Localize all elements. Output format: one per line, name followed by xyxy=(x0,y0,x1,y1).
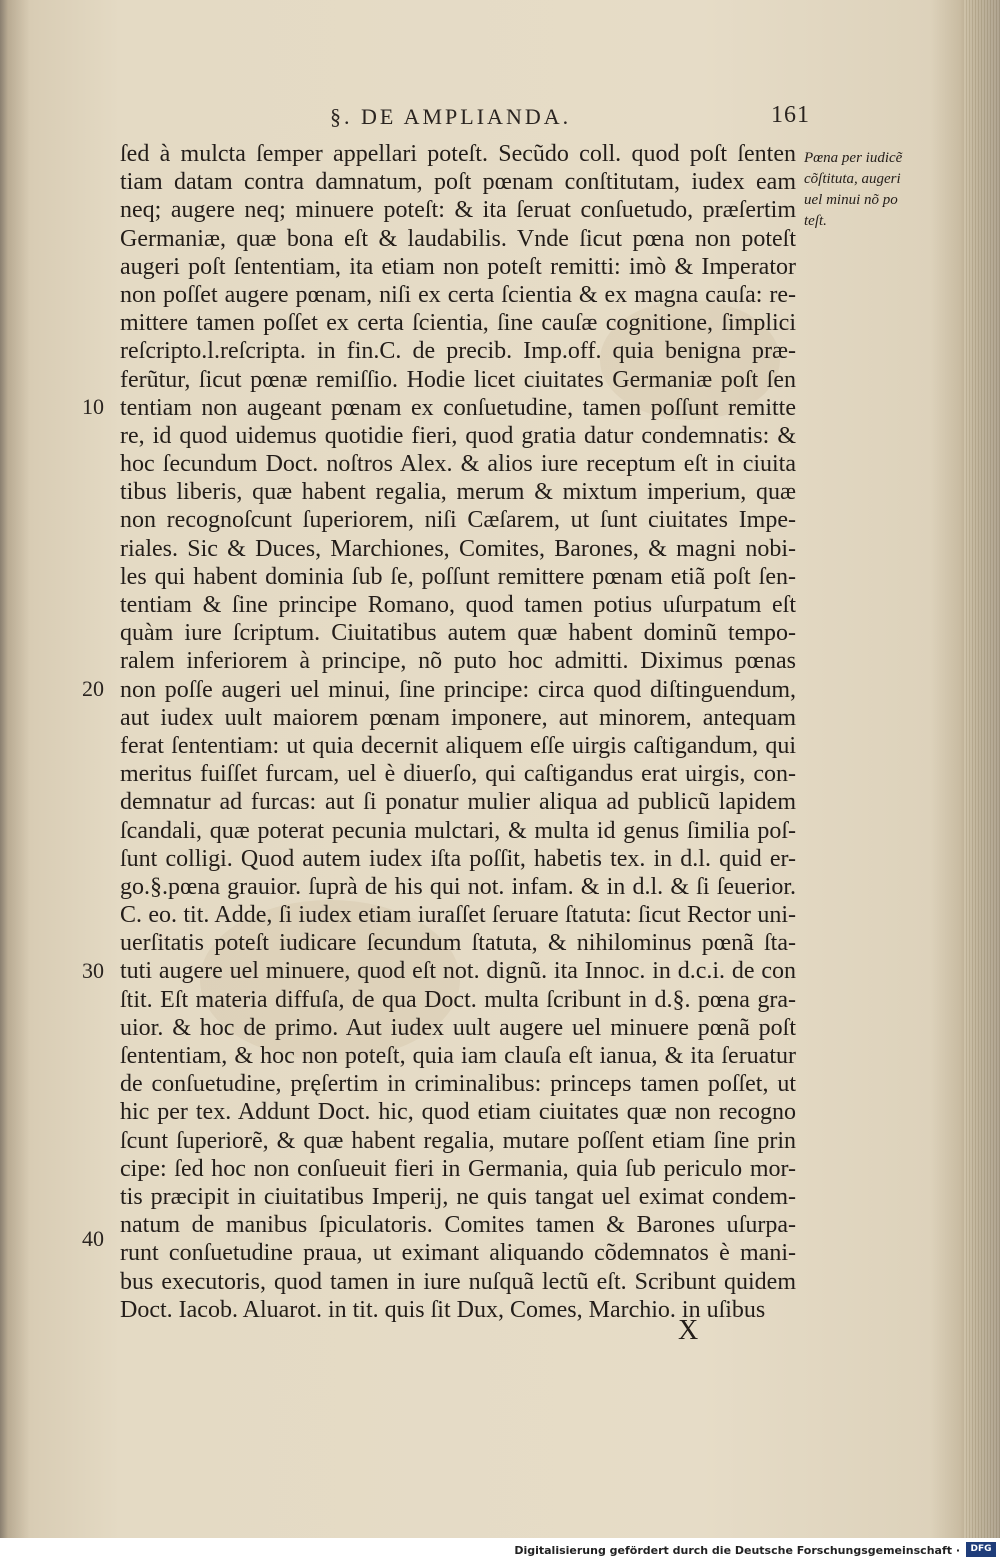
text-line: tis præcipit in ciuitatibus Imperij, ne quis tangat uel eximat condem- xyxy=(120,1183,796,1210)
text-line: C. eo. tit. Adde, ſi iudex etiam iuraſſet ſeruare ſtatuta: ſicut Rector uni- xyxy=(120,902,796,929)
text-line: non recognoſcunt ſuperiorem, niſi Cæſarem, ut ſunt ciuitates Impe- xyxy=(120,507,796,534)
text-line: tentiam & ſine principe Romano, quod tamen potius uſurpatum eſt xyxy=(120,592,796,618)
text-line: bus executoris, quod tamen in iure nuſquã lectũ eſt. Scribunt quidem xyxy=(120,1268,796,1295)
marginal-note-line: cõſtituta, augeri xyxy=(804,171,901,187)
body-text xyxy=(120,140,796,1324)
text-line: mittere tamen poſſet ex certa ſcientia, ſine cauſæ cognitione, ſimplici xyxy=(120,310,796,337)
text-line: ſcandali, quæ poterat pecunia mulctari, & multa id genus ſimilia poſ- xyxy=(120,817,796,844)
text-line: ralem inferiorem à principe, nõ puto hoc admitti. Diximus pœnas xyxy=(120,648,796,675)
line-number-40: 40 xyxy=(82,1226,104,1251)
text-line: tiam datam contra damnatum, poſt pœnam conſtitutam, iudex eam xyxy=(120,169,796,196)
text-line: ferũtur, ſicut pœnæ remiſſio. Hodie licet ciuitates Germaniæ poſt ſen xyxy=(120,366,796,393)
text-line: natum de manibus ſpiculatoris. Comites tamen & Barones uſurpa- xyxy=(120,1212,796,1239)
funding-credit: Digitalisierung gefördert durch die Deutsche Forschungsgemeinschaft · xyxy=(514,1544,960,1557)
text-line: runt conſuetudine praua, ut eximant aliquando cõdemnatos è mani- xyxy=(120,1240,796,1267)
text-line: tuti augere uel minuere, quod eſt not. dignũ. ita Innoc. in d.c.i. de con xyxy=(120,958,796,985)
text-line: reſcripto.l.reſcripta. in fin.C. de precib. Imp.off. quia benigna præ- xyxy=(120,338,796,365)
signature-mark: X xyxy=(678,1315,699,1346)
text-line: non poſſe augeri uel minui, ſine principe: circa quod diſtinguendum, xyxy=(120,676,796,703)
text-line: uior. & hoc de primo. Aut iudex uult augere uel minuere pœnã poſt xyxy=(120,1014,796,1041)
text-line: non poſſet augere pœnam, niſi ex certa ſcientia & ex magna cauſa: re- xyxy=(120,281,796,308)
text-line: hic per tex. Addunt Doct. hic, quod etiam ciuitates quæ non recogno xyxy=(120,1099,796,1126)
text-line: tentiam non augeant pœnam ex conſuetudine, tamen poſſunt remitte xyxy=(120,394,796,421)
text-line: ſententiam, & hoc non poteſt, quia iam clauſa eſt ianua, & ita ſeruatur xyxy=(120,1043,796,1069)
line-number-30: 30 xyxy=(82,958,104,983)
dfg-logo: DFG xyxy=(966,1542,996,1557)
line-number-10: 10 xyxy=(82,394,104,419)
text-line: tibus liberis, quæ habent regalia, merum & mixtum imperium, quæ xyxy=(120,479,796,506)
text-line: re, id quod uidemus quotidie fieri, quod gratia datur condemnatis: & xyxy=(120,422,796,449)
text-line: riales. Sic & Duces, Marchiones, Comites, Barones, & magni nobi- xyxy=(120,535,796,562)
text-line: neq; augere neq; minuere poteſt: & ita ſeruat conſuetudo, præſertim xyxy=(120,197,796,224)
marginal-note-line: uel minui nõ po xyxy=(804,192,898,208)
marginal-note-line: teſt. xyxy=(804,213,827,229)
text-line: ſtit. Eſt materia diffuſa, de qua Doct. multa ſcribunt in d.§. pœna gra- xyxy=(120,986,796,1013)
text-line: augeri poſt ſententiam, ita etiam non poteſt remitti: imò & Imperator xyxy=(120,253,796,280)
text-line: ferat ſententiam: ut quia decernit aliquem eſſe uirgis caſtigandum, qui xyxy=(120,732,796,759)
text-line: demnatur ad furcas: aut ſi ponatur mulier aliqua ad publicũ lapidem xyxy=(120,789,796,816)
running-head-title: §. DE AMPLIANDA. xyxy=(330,104,572,129)
text-line: les qui habent dominia ſub ſe, poſſunt remittere pœnam etiã poſt ſen- xyxy=(120,563,796,590)
text-line: quàm iure ſcriptum. Ciuitatibus autem quæ habent dominũ tempo- xyxy=(120,620,796,647)
text-line: Doct. Iacob. Aluarot. in tit. quis ſit Dux, Comes, Marchio. in uſibus xyxy=(120,1296,766,1323)
footer-bar xyxy=(0,1538,1000,1560)
marginal-note xyxy=(804,148,914,232)
text-line: hoc ſecundum Doct. noſtros Alex. & alios iure receptum eſt in ciuita xyxy=(120,451,796,478)
text-line: Germaniæ, quæ bona eſt & laudabilis. Vnde ſicut pœna non poteſt xyxy=(120,225,796,252)
running-head xyxy=(330,104,810,130)
text-line: uerſitatis poteſt iudicare ſecundum ſtatuta, & nihilominus pœnã ſta- xyxy=(120,930,796,957)
text-line: ſed à mulcta ſemper appellari poteſt. Secũdo coll. quod poſt ſenten xyxy=(120,141,796,167)
text-line: ſunt colligi. Quod autem iudex iſta poſſit, habetis tex. in d.l. quid er- xyxy=(120,845,796,872)
marginal-note-line: Pœna per iudicẽ xyxy=(804,150,903,166)
text-line: cipe: ſed hoc non conſueuit fieri in Germania, quia ſub periculo mor- xyxy=(120,1155,796,1182)
text-line: ſcunt ſuperiorẽ, & quæ habent regalia, mutare poſſent etiam ſine prin xyxy=(120,1127,796,1154)
page-number: 161 xyxy=(771,102,810,128)
text-line: aut iudex uult maiorem pœnam imponere, aut minorem, antequam xyxy=(120,704,796,731)
line-number-20: 20 xyxy=(82,676,104,701)
book-page-edges xyxy=(964,0,1000,1540)
text-line: meritus fuiſſet furcam, uel è diuerſo, qui caſtigandus erat uirgis, con- xyxy=(120,761,796,788)
text-line: go.§.pœna grauior. ſuprà de his qui not. infam. & in d.l. & ſi ſeuerior. xyxy=(120,873,796,900)
text-line: de conſuetudine, pręſertim in criminalibus: princeps tamen poſſet, ut xyxy=(120,1071,796,1098)
